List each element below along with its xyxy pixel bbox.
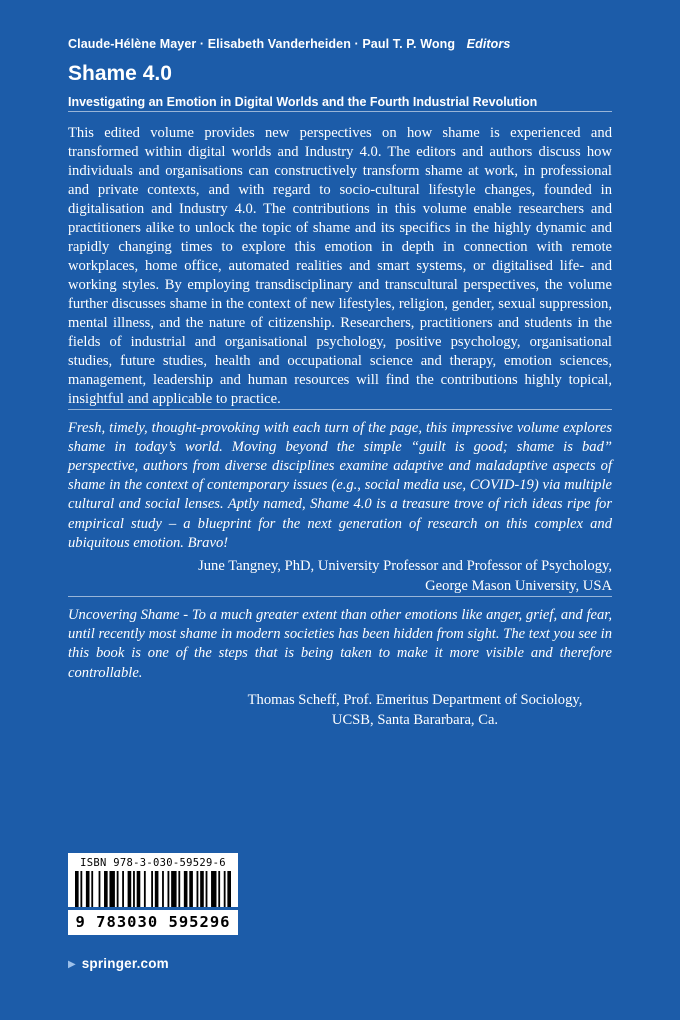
editor-names: Claude-Hélène Mayer · Elisabeth Vanderheiden · Paul T. P. Wong bbox=[68, 37, 456, 51]
divider-top bbox=[68, 111, 612, 112]
review-quote-2: Uncovering Shame - To a much greater extent than other emotions like anger, grief, and fear, until recently most shame in modern societies has been hidden from sight. The text you see in this book is one of the steps that is being taken to make it more visible and therefore controllable. bbox=[68, 607, 612, 681]
attribution-line: UCSB, Santa Bararbara, Ca. bbox=[331, 711, 499, 728]
review-quote-1: Fresh, timely, thought-provoking with each turn of the page, this impressive volume explores shame in today’s world. Moving beyond the simple “guilt is good; shame is bad” perspective, authors from diverse disciplines examine adaptive and maladaptive aspects of shame in the context of contemporary issues (e.g., social media use, COVID-19) via multiple cultural and social lenses. Aptly named, Shame 4.0 is a treasure trove of rich ideas ripe for empirical study – a blueprint for the next generation of research on this complex and ubiquitous emotion. Bravo! bbox=[68, 419, 612, 551]
book-subtitle: Investigating an Emotion in Digital Worlds and the Fourth Industrial Revolution bbox=[68, 95, 538, 110]
book-title: Shame 4.0 bbox=[68, 62, 172, 86]
barcode-box bbox=[68, 853, 238, 907]
springer-site-label: springer.com bbox=[81, 956, 169, 971]
barcode-bars bbox=[75, 871, 231, 907]
review-attribution-2 bbox=[68, 690, 612, 730]
publisher-footer bbox=[68, 955, 169, 973]
attribution-line: Thomas Scheff, Prof. Emeritus Department of Sociology, bbox=[247, 691, 583, 708]
editors-line bbox=[68, 36, 612, 52]
isbn-label: ISBN 978-3-030-59529-6 bbox=[80, 857, 226, 869]
editors-label: Editors bbox=[466, 37, 511, 51]
divider-review-1 bbox=[68, 409, 612, 410]
divider-review-2 bbox=[68, 596, 612, 597]
book-blurb: This edited volume provides new perspectives on how shame is experienced and transformed within digital worlds and Industry 4.0. The editors and authors discuss how individuals and organisations can constructively transform shame at work, in professional and private contexts, and with regard to socio-cultural lifestyle changes, founded in digitalisation and Industry 4.0. The contributions in this volume enable researchers and practitioners alike to unlock the topic of shame and its specifics in the highly dynamic and rapidly changing times to explore this emotion in depth in connection with remote workplaces, home office, automated realities and smart systems, or digitalised life- and working styles. By employing transdisciplinary and transcultural perspectives, the volume further discusses shame in the context of new lifestyles, religion, gender, sexual suppression, mental illness, and the nature of citizenship. Researchers, practitioners and students in the fields of industrial and organisational psychology, positive psychology, organisational studies, future studies, health and occupational science and therapy, emotion sciences, management, leadership and human resources will find the contributions highly topical, insightful and applicable to practice. bbox=[68, 124, 612, 407]
attribution-line: June Tangney, PhD, University Professor and Professor of Psychology, bbox=[198, 558, 612, 575]
review-attribution-1 bbox=[68, 556, 612, 596]
ean-digits: 9 783030 595296 bbox=[68, 910, 238, 935]
attribution-line: George Mason University, USA bbox=[425, 578, 612, 595]
isbn-barcode bbox=[68, 853, 238, 935]
arrow-icon: ▶ bbox=[68, 959, 76, 970]
